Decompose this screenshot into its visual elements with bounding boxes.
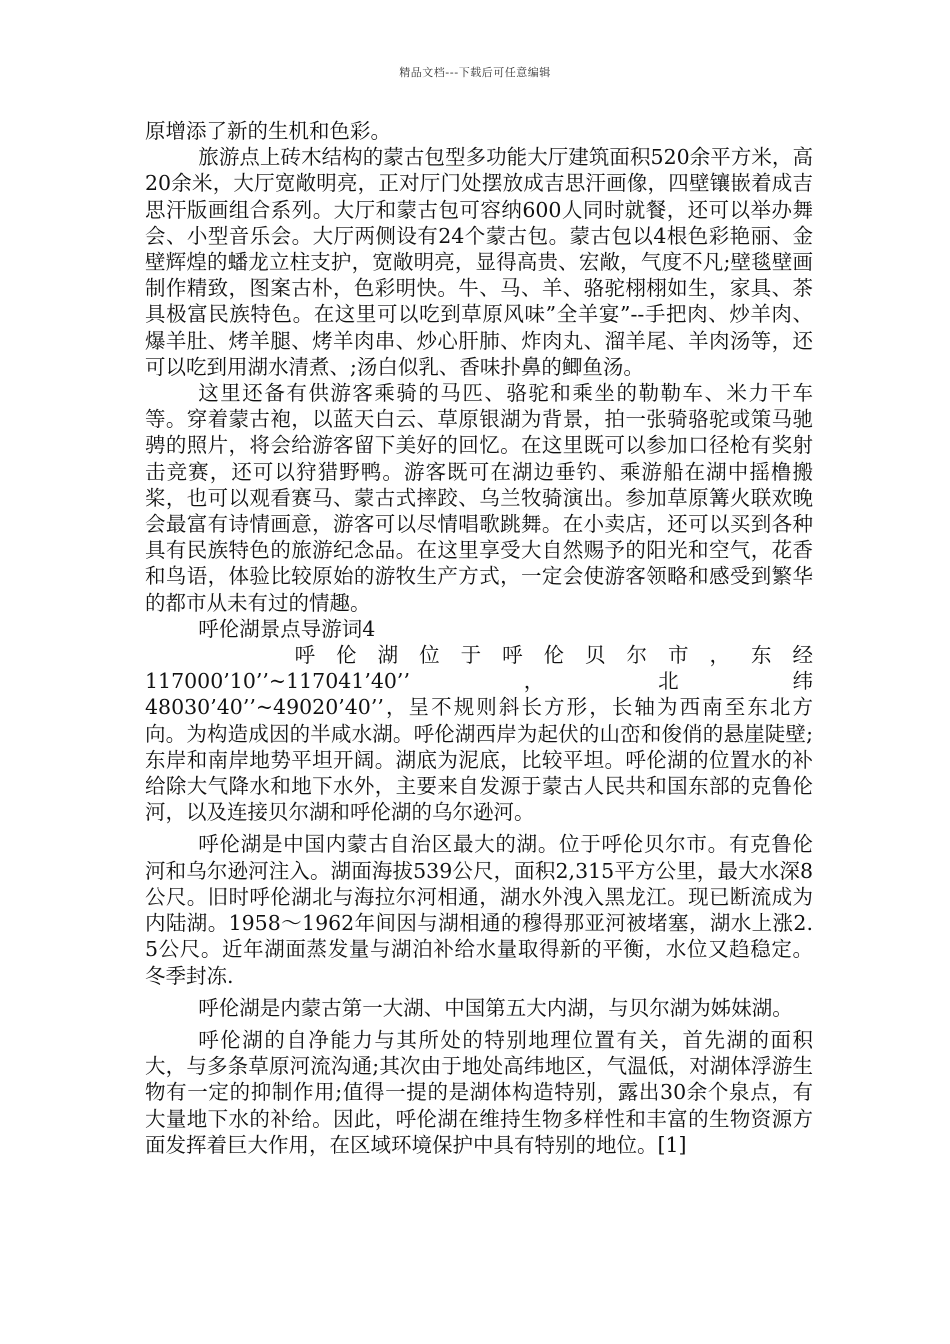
section-heading: 呼伦湖景点导游词4 (198, 616, 376, 641)
paragraph-continuation: 原增添了新的生机和色彩。 (145, 119, 391, 143)
paragraph-location-line-1: 呼伦湖位于呼伦贝尔市，东经 (294, 643, 813, 668)
paragraph-self-purification: 呼伦湖的自净能力与其所处的特别地理位置有关，首先湖的面积大，与多条草原河流沟通;其次由于地处高纬地区，气温低，对湖体浮游生物有一定的抑制作用;值得一提的是湖体构造特别，露出30余个泉点，有大量地下水的补给。因此，呼伦湖在维持生物多样性和丰富的生物资源方面发挥着巨大作用，在区域环境保护中具有特别的地位。[1] (145, 1027, 813, 1157)
document-body (145, 118, 813, 1158)
paragraph-location-line-2: 117000’10’’~117041’40’’，北纬 (145, 669, 813, 694)
paragraph-hall-description: 旅游点上砖木结构的蒙古包型多功能大厅建筑面积520余平方米，高20余米，大厅宽敞明亮，正对厅门处摆放成吉思汗画像，四壁镶嵌着成吉思汗版画组合系列。大厅和蒙古包可容纳600人同时就餐，还可以举办舞会、小型音乐会。大厅两侧设有24个蒙古包。蒙古包以4根色彩艳丽、金壁辉煌的蟠龙立柱支护，宽敞明亮，显得高贵、宏敞，气度不凡;壁毯壁画制作精致，图案古朴，色彩明快。牛、马、羊、骆驼栩栩如生，家具、茶具极富民族特色。在这里可以吃到草原风味”全羊宴”--手把肉、炒羊肉、爆羊肚、烤羊腿、烤羊肉串、炒心肝肺、炸肉丸、溜羊尾、羊肉汤等，还可以吃到用湖水清煮、;汤白似乳、香味扑鼻的鲫鱼汤。 (145, 145, 813, 379)
paragraph-largest-lake: 呼伦湖是中国内蒙古自治区最大的湖。位于呼伦贝尔市。有克鲁伦河和乌尔逊河注入。湖面海拔539公尺，面积2,315平方公里，最大水深8公尺。旧时呼伦湖北与海拉尔河相通，湖水外洩入黑龙江。现已断流成为内陆湖。1958～1962年间因与湖相通的穆得那亚河被堵塞，湖水上涨2.5公尺。近年湖面蒸发量与湖泊补给水量取得新的平衡，水位又趋稳定。冬季封冻. (145, 832, 813, 988)
paragraph-activities: 这里还备有供游客乘骑的马匹、骆驼和乘坐的勒勒车、米力干车等。穿着蒙古袍，以蓝天白云、草原银湖为背景，拍一张骑骆驼或策马驰骋的照片，将会给游客留下美好的回忆。在这里既可以参加口径枪有奖射击竞赛，还可以狩猎野鸭。游客既可在湖边垂钓、乘游船在湖中摇橹搬桨，也可以观看赛马、蒙古式摔跤、乌兰牧骑演出。参加草原篝火联欢晚会最富有诗情画意，游客可以尽情唱歌跳舞。在小卖店，还可以买到各种具有民族特色的旅游纪念品。在这里享受大自然赐予的阳光和空气，花香和鸟语，体验比较原始的游牧生产方式，一定会使游客领略和感受到繁华的都市从未有过的情趣。 (145, 381, 813, 615)
paragraph-sister-lake: 呼伦湖是内蒙古第一大湖、中国第五大内湖，与贝尔湖为姊妹湖。 (198, 995, 793, 1020)
paragraph-location-rest: 48030’40’’~49020’40’’，呈不规则斜长方形，长轴为西南至东北方向。为构造成因的半咸水湖。呼伦湖西岸为起伏的山峦和俊俏的悬崖陡壁;东岸和南岸地势平坦开阔。湖底为泥底，比较平坦。呼伦湖的位置水的补给除大气降水和地下水外，主要来自发源于蒙古人民共和国东部的克鲁伦河，以及连接贝尔湖和呼伦湖的乌尔逊河。 (145, 695, 813, 825)
page-header: 精品文档---下载后可任意编辑 (399, 66, 551, 79)
